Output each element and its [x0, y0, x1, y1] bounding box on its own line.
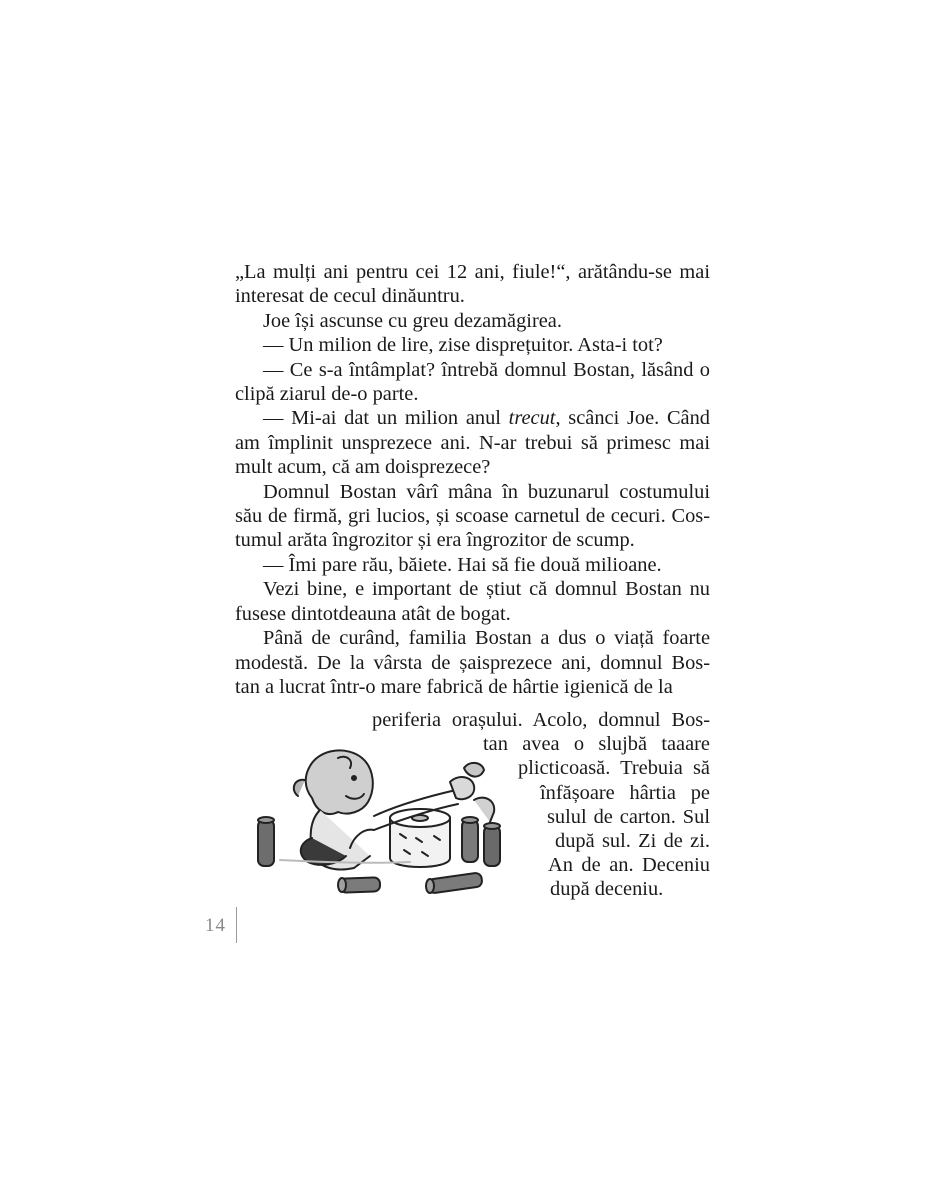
- text-line: Joe își ascunse cu greu dezamăgirea.: [263, 309, 562, 332]
- text-line: Domnul Bostan vârî mâna în buzunarul costumului: [263, 480, 710, 503]
- text-line: după sul. Zi de zi.: [555, 830, 710, 852]
- text-line: „La mulți ani pentru cei 12 ani, fiule!“, arătându-se mai: [235, 261, 710, 283]
- text-line: tan a lucrat într-o mare fabrică de hârtie igienică de la: [235, 675, 673, 698]
- text-line: am împlinit unsprezece ani. N-ar trebui să primesc mai: [235, 431, 710, 454]
- text-line: clipă ziarul de-o parte.: [235, 383, 419, 406]
- text-line: înfășoare hârtia pe: [540, 782, 710, 804]
- text-line: mult acum, că am doisprezece?: [235, 456, 491, 479]
- page-number-divider: [236, 907, 237, 943]
- text-line: periferia orașului. Acolo, domnul Bos-: [372, 709, 710, 731]
- text-line: An de an. Deceniu: [548, 854, 710, 876]
- paragraph: [235, 358, 710, 407]
- page-number: 14: [205, 915, 226, 936]
- text-line: modestă. De la vârsta de șaisprezece ani, domnul Bos-: [235, 651, 710, 674]
- text-line: — Un milion de lire, zise disprețuitor. Asta-i tot?: [263, 334, 663, 357]
- paragraph: [235, 333, 710, 357]
- text-line: plicticoasă. Trebuia să: [518, 757, 710, 779]
- text-line: său de firmă, gri lucios, și scoase carnetul de cecuri. Cos-: [235, 505, 710, 528]
- body-text: [235, 260, 710, 699]
- text-line: Vezi bine, e important de știut că domnul Bostan nu: [263, 578, 710, 601]
- text-line: tumul arăta îngrozitor și era îngrozitor de scump.: [235, 529, 635, 552]
- text-line: — Îmi pare rău, băiete. Hai să fie două milioane.: [263, 553, 662, 576]
- text-line: — Mi-ai dat un milion anul trecut, scânci Joe. Când: [263, 407, 710, 430]
- paragraph: [235, 626, 710, 699]
- text-line: tan avea o slujbă taaare: [483, 733, 710, 755]
- text-line: după deceniu.: [550, 878, 664, 900]
- text-line: Până de curând, familia Bostan a dus o viață foarte: [263, 627, 710, 650]
- paragraph: [235, 260, 710, 309]
- text-line: — Ce s-a întâmplat? întrebă domnul Bostan, lăsând o: [263, 358, 710, 381]
- paragraph: [235, 577, 710, 626]
- paragraph: [235, 406, 710, 479]
- text-line: interesat de cecul dinăuntru.: [235, 285, 465, 308]
- paragraph: [235, 480, 710, 553]
- paragraph: [235, 553, 710, 577]
- illustration-toilet-paper-worker: [250, 738, 512, 903]
- text-line: fusese dintotdeauna atât de bogat.: [235, 602, 511, 625]
- paragraph: [235, 309, 710, 333]
- text-line: sulul de carton. Sul: [547, 806, 710, 828]
